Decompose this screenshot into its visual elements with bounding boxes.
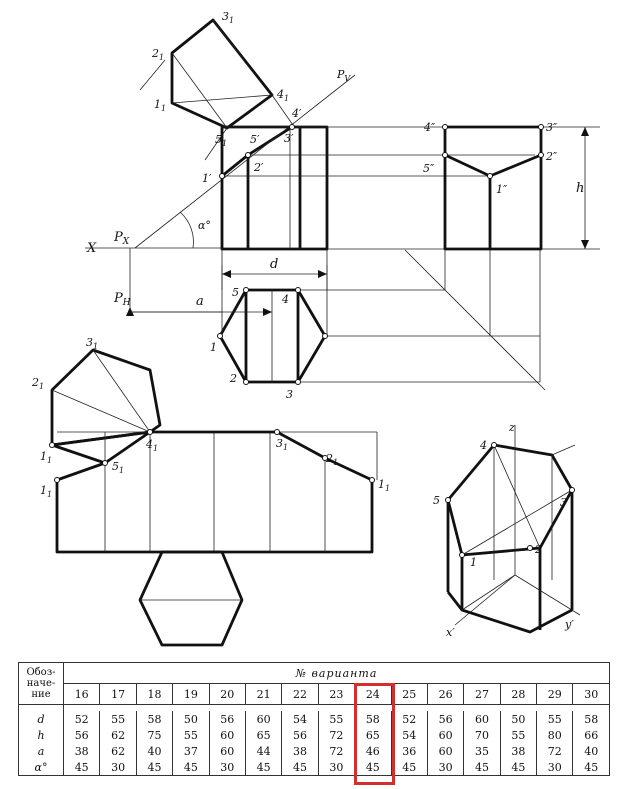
table-cell: 54 [282,711,318,727]
table-cell: 38 [282,743,318,759]
table-cell: 65 [245,727,281,743]
variant-number: 29 [537,684,573,705]
variant-number: 16 [64,684,100,705]
label-1-prime: 1′ [202,172,212,185]
variant-number: 21 [245,684,281,705]
label-1-dprime: 1″ [496,183,508,196]
label-4-1: $4_1$ [277,88,290,103]
label-3-1: $3_1$ [222,10,235,25]
label-px: $P_X$ [114,230,130,247]
table-cell: 45 [464,759,500,776]
table-cell: 55 [537,711,573,727]
table-cell: 55 [173,727,209,743]
variant-number: 27 [464,684,500,705]
table-cell: 40 [136,743,172,759]
row-symbol: h [19,727,64,743]
variant-number: 28 [500,684,536,705]
table-cell: 60 [245,711,281,727]
row-symbol: a [19,743,64,759]
table-cell: 44 [245,743,281,759]
label-dev-4: $4_1$ [146,438,159,453]
variant-number: 17 [100,684,136,705]
table-cell: 45 [173,759,209,776]
table-row [19,759,610,776]
table-cell: 56 [282,727,318,743]
table-cell: 50 [500,711,536,727]
table-cell: 37 [173,743,209,759]
development [52,350,377,645]
table-cell: 45 [136,759,172,776]
table-cell: 30 [209,759,245,776]
label-4-dprime: 4″ [424,121,436,134]
table-cell: 80 [537,727,573,743]
label-2-dprime: 2″ [546,150,558,163]
label-top-5: 5 [232,286,239,299]
table-cell: 36 [391,743,427,759]
table-cell: 60 [427,743,463,759]
top-view [130,249,540,382]
table-cell: 30 [427,759,463,776]
table-cell: 56 [64,727,100,743]
table-cell: 58 [136,711,172,727]
label-1-1: $1_1$ [154,98,167,113]
label-alpha: α° [198,219,211,232]
label-3-prime: 3′ [284,132,294,145]
label-5-dprime: 5″ [423,162,435,175]
label-iso-z: z [509,421,515,434]
label-pv: $P_V$ [337,68,351,83]
label-top-3: 3 [286,388,293,401]
table-row [19,711,610,727]
label-dev-1r: $1_1$ [378,478,391,493]
table-cell: 55 [500,727,536,743]
variant-number: 30 [573,684,610,705]
table-cell: 56 [427,711,463,727]
label-dev-3r: $3_1$ [276,437,289,452]
variant-number-row [19,684,610,705]
table-cell: 38 [500,743,536,759]
label-a: a [196,294,204,309]
table-cell: 75 [136,727,172,743]
label-ph: $P_H$ [114,291,131,308]
table-cell: 72 [318,743,354,759]
table-cell: 55 [100,711,136,727]
table-cell: 62 [100,743,136,759]
label-iso-y: y′ [565,618,574,631]
table-cell: 45 [355,759,391,776]
table-cell: 60 [209,743,245,759]
table-cell: 60 [464,711,500,727]
table-cell: 54 [391,727,427,743]
table-cell: 58 [573,711,610,727]
label-3-dprime: 3″ [546,121,558,134]
label-iso-5: 5 [433,494,440,507]
table-cell: 70 [464,727,500,743]
variant-number: 19 [173,684,209,705]
table-row [19,743,610,759]
label-iso-x: x′ [446,626,455,639]
variant-number: 20 [209,684,245,705]
label-top-2: 2 [230,372,237,385]
isometric-view [448,425,580,632]
label-4-prime: 4′ [292,107,302,120]
label-iso-2: 2 [535,543,542,556]
designation-header: Обоз-наче-ние [19,663,64,705]
table-cell: 45 [391,759,427,776]
table-cell: 45 [64,759,100,776]
label-dev-1b: $1_1$ [40,484,53,499]
table-cell: 46 [355,743,391,759]
label-dev-2: $2_1$ [32,376,45,391]
table-cell: 30 [100,759,136,776]
table-cell: 30 [318,759,354,776]
label-x-axis: X [87,241,97,256]
label-dev-5: $5_1$ [112,460,125,475]
variant-number: 25 [391,684,427,705]
table-cell: 45 [573,759,610,776]
table-cell: 45 [500,759,536,776]
label-2-1: $2_1$ [152,47,165,62]
label-dev-3: $3_1$ [86,336,99,351]
row-symbol: α° [19,759,64,776]
row-symbol: d [19,711,64,727]
variant-number: 26 [427,684,463,705]
variant-number: 22 [282,684,318,705]
variant-number: 24 [355,684,391,705]
table-cell: 52 [391,711,427,727]
label-5-1: $5_1$ [215,133,228,148]
label-dev-2r: $2_1$ [326,452,339,467]
table-cell: 72 [537,743,573,759]
label-iso-4: 4 [480,439,487,452]
table-cell: 35 [464,743,500,759]
table-cell: 62 [100,727,136,743]
table-cell: 60 [209,727,245,743]
table-cell: 38 [64,743,100,759]
table-cell: 65 [355,727,391,743]
table-cell: 30 [537,759,573,776]
label-2-prime: 2′ [254,161,264,174]
label-top-4: 4 [282,293,289,306]
label-5-prime: 5′ [250,133,260,146]
label-iso-1: 1 [470,556,477,569]
table-cell: 40 [573,743,610,759]
table-cell: 60 [427,727,463,743]
variant-header: № варианта [64,663,610,684]
table-cell: 45 [282,759,318,776]
variants-table [18,662,610,776]
profile-view [405,127,600,390]
table-cell: 55 [318,711,354,727]
label-iso-3: 3 [560,496,567,509]
variant-number: 18 [136,684,172,705]
table-cell: 45 [245,759,281,776]
table-cell: 66 [573,727,610,743]
label-dev-1a: $1_1$ [40,450,53,465]
table-cell: 58 [355,711,391,727]
label-h: h [576,181,585,196]
table-cell: 72 [318,727,354,743]
variant-number: 23 [318,684,354,705]
label-d: d [270,257,279,272]
table-row [19,727,610,743]
label-top-1: 1 [210,341,217,354]
drawing-labels [31,10,584,639]
table-cell: 50 [173,711,209,727]
table-cell: 52 [64,711,100,727]
table-cell: 56 [209,711,245,727]
